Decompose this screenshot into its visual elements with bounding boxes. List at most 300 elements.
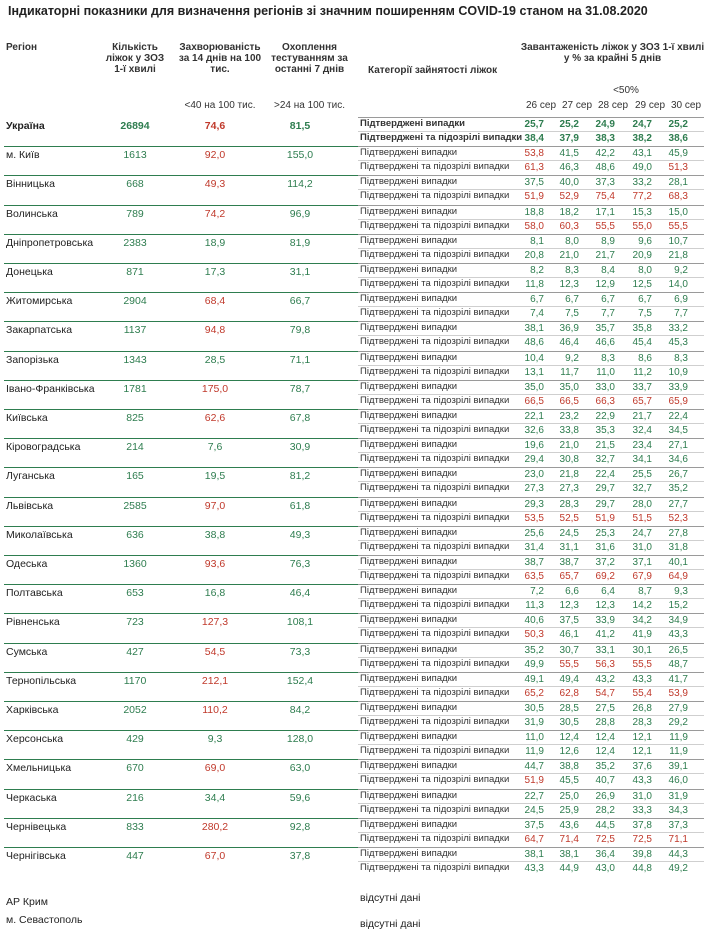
occupancy-suspected: 34,5 [668,425,688,436]
category-suspected: Підтверджені та підозрілі випадки [360,745,510,757]
category-suspected: Підтверджені та підозрілі випадки [360,424,510,435]
region-name: Миколаївська [6,528,73,541]
region-name: Донецька [6,266,53,278]
occupancy-suspected: 65,2 [524,687,544,699]
occupancy-suspected: 29,4 [524,454,544,466]
testing-value: 30,9 [289,441,311,454]
occupancy-confirmed: 21,5 [595,440,615,452]
occupancy-confirmed: 37,3 [668,819,688,831]
category-suspected: Підтверджені та підозрілі випадки [360,482,510,494]
occupancy-confirmed: 33,7 [632,381,652,393]
occupancy-confirmed: 37,5 [524,819,544,831]
occupancy-suspected: 31,0 [632,541,652,553]
table-row [0,643,708,672]
occupancy-suspected: 53,9 [668,687,688,699]
category-confirmed: Підтверджені випадки [360,293,458,305]
incidence-value: 212,1 [201,674,229,687]
testing-value: 96,9 [289,207,311,220]
category-suspected: Підтверджені та підозрілі випадки [360,774,510,786]
category-confirmed: Підтверджені випадки [360,614,458,626]
occupancy-confirmed: 6,6 [565,586,579,598]
beds-count: 668 [126,178,144,191]
region-name: Чернівецька [6,820,67,833]
occupancy-suspected: 7,5 [565,308,579,320]
beds-count: 447 [126,850,144,862]
missing-region-crimea: АР Крим [6,896,48,908]
incidence-value: 74,2 [204,207,226,220]
incidence-value: 93,6 [204,558,226,570]
testing-value: 66,7 [289,295,311,308]
incidence-value: 7,6 [207,441,223,454]
occupancy-confirmed: 35,8 [632,323,652,335]
header-category: Категорії зайнятості ліжок [368,65,498,76]
occupancy-suspected: 31,8 [668,541,688,553]
occupancy-suspected: 48,7 [668,658,688,670]
region-name: Тернопільська [6,674,77,687]
day-header: 27 сер [562,100,593,111]
occupancy-confirmed: 6,7 [601,294,615,306]
occupancy-confirmed: 35,2 [524,644,544,656]
occupancy-suspected: 44,9 [559,863,579,874]
occupancy-suspected: 75,4 [595,191,615,203]
table-row [0,613,708,642]
occupancy-confirmed: 33,0 [595,381,615,393]
category-suspected: Підтверджені та підозрілі випадки [360,161,510,173]
incidence-value: 110,2 [202,704,228,716]
occupancy-confirmed: 11,0 [525,732,544,744]
occupancy-suspected: 65,9 [668,395,688,407]
occupancy-suspected: 43,3 [632,775,652,787]
occupancy-suspected: 37,9 [559,133,579,144]
beds-count: 2904 [123,295,147,308]
occupancy-suspected: 50,3 [524,629,544,641]
occupancy-suspected: 46,6 [595,337,615,349]
occupancy-suspected: 35,3 [595,425,615,436]
occupancy-suspected: 14,0 [668,279,688,290]
occupancy-confirmed: 6,7 [638,294,652,306]
incidence-value: 34,4 [204,791,226,804]
occupancy-confirmed: 45,9 [668,148,688,160]
occupancy-confirmed: 49,1 [524,673,544,685]
occupancy-confirmed: 43,1 [632,148,652,160]
header-incidence: Захворюваність за 14 днів на 100 тис. [178,42,262,75]
occupancy-confirmed: 29,7 [595,498,615,510]
testing-value: 71,1 [289,353,311,366]
occupancy-suspected: 67,9 [632,571,652,582]
incidence-value: 69,0 [204,762,226,775]
occupancy-confirmed: 6,9 [674,294,688,306]
missing-region-sevastopol: м. Севастополь [6,914,83,926]
category-suspected: Підтверджені та підозрілі випадки [360,803,510,815]
occupancy-suspected: 40,7 [595,775,615,787]
occupancy-suspected: 38,2 [632,133,652,144]
region-name: Черкаська [6,791,57,804]
occupancy-suspected: 11,8 [525,279,544,290]
occupancy-confirmed: 18,8 [524,206,544,218]
region-name: Рівненська [6,616,60,629]
occupancy-confirmed: 22,7 [524,790,544,802]
beds-count: 2383 [123,236,147,249]
category-confirmed: Підтверджені випадки [360,410,458,421]
occupancy-suspected: 11,0 [596,366,615,378]
testing-value: 37,8 [289,850,311,862]
page-title: Індикаторні показники для визначення регіонів зі значним поширенням COVID-19 станом на 31.08.2020 [8,4,648,18]
category-suspected: Підтверджені та підозрілі випадки [360,219,510,231]
incidence-value: 54,5 [204,645,226,658]
occupancy-suspected: 51,5 [632,512,652,524]
beds-count: 427 [126,645,144,658]
category-confirmed: Підтверджені випадки [360,205,458,217]
occupancy-confirmed: 42,2 [595,148,615,160]
occupancy-suspected: 34,6 [668,454,688,466]
missing-note-sevastopol: відсутні дані [360,918,421,930]
occupancy-confirmed: 38,1 [524,323,544,335]
testing-value: 81,2 [289,470,311,483]
occupancy-suspected: 32,6 [524,425,544,436]
occupancy-suspected: 66,5 [524,395,544,407]
table-row [0,789,708,818]
incidence-value: 68,4 [204,295,226,308]
beds-count: 1360 [123,558,147,570]
category-suspected: Підтверджені та підозрілі випадки [360,132,523,143]
occupancy-suspected: 32,7 [595,454,615,466]
region-name: Харківська [6,704,59,716]
occupancy-suspected: 29,7 [595,483,615,495]
occupancy-confirmed: 30,1 [632,644,652,656]
occupancy-suspected: 52,5 [559,512,579,524]
category-suspected: Підтверджені та підозрілі випадки [360,570,510,581]
day-header: 28 сер [598,100,629,111]
occupancy-confirmed: 8,3 [565,265,579,276]
occupancy-confirmed: 6,7 [530,294,544,306]
table-row [0,351,708,380]
testing-value: 128,0 [286,733,314,746]
table-row [0,234,708,263]
occupancy-suspected: 55,4 [632,687,652,699]
occupancy-suspected: 64,9 [668,571,688,582]
occupancy-suspected: 33,3 [632,804,652,816]
table-row [0,584,708,613]
occupancy-confirmed: 8,3 [601,352,615,364]
occupancy-confirmed: 37,5 [559,615,579,627]
occupancy-confirmed: 35,2 [595,761,615,773]
occupancy-suspected: 71,1 [668,833,688,845]
region-name: Вінницька [6,178,55,191]
occupancy-confirmed: 8,0 [638,265,652,276]
occupancy-threshold: <50% [613,85,639,96]
occupancy-confirmed: 37,3 [595,177,615,189]
occupancy-suspected: 34,1 [632,454,652,466]
region-name: Івано-Франківська [6,382,95,395]
table-row [0,205,708,234]
category-suspected: Підтверджені та підозрілі випадки [360,686,510,698]
occupancy-confirmed: 24,7 [632,527,652,539]
occupancy-confirmed: 18,2 [559,206,579,218]
occupancy-confirmed: 23,2 [559,411,579,422]
occupancy-confirmed: 41,5 [559,148,579,160]
beds-count: 833 [126,820,144,833]
category-suspected: Підтверджені та підозрілі випадки [360,394,510,406]
occupancy-confirmed: 25,6 [524,527,544,539]
occupancy-suspected: 51,9 [595,512,615,524]
category-confirmed: Підтверджені випадки [360,468,458,480]
category-confirmed: Підтверджені випадки [360,351,458,363]
testing-value: 31,1 [289,266,311,278]
category-confirmed: Підтверджені випадки [360,147,458,159]
occupancy-suspected: 10,9 [668,366,688,378]
occupancy-suspected: 61,3 [524,162,544,174]
occupancy-suspected: 72,5 [595,833,615,845]
occupancy-confirmed: 26,8 [632,703,652,714]
occupancy-suspected: 12,3 [595,600,615,612]
category-confirmed: Підтверджені випадки [360,731,458,743]
incidence-threshold: <40 на 100 тис. [184,100,256,111]
occupancy-confirmed: 25,7 [524,119,544,130]
occupancy-confirmed: 27,5 [595,703,615,714]
testing-value: 61,8 [289,499,311,512]
table-row [0,263,708,292]
table-row [0,759,708,788]
occupancy-confirmed: 8,3 [674,352,688,364]
beds-count: 216 [126,791,144,804]
occupancy-confirmed: 39,8 [632,849,652,860]
occupancy-confirmed: 38,8 [559,761,579,773]
occupancy-confirmed: 15,3 [632,206,652,218]
category-suspected: Підтверджені та підозрілі випадки [360,716,510,727]
occupancy-confirmed: 25,2 [668,119,688,130]
day-header: 26 сер [526,100,557,111]
occupancy-suspected: 41,2 [595,629,615,641]
occupancy-confirmed: 44,3 [668,849,688,860]
region-name: Херсонська [6,733,64,746]
occupancy-suspected: 51,3 [668,162,688,174]
category-confirmed: Підтверджені випадки [360,585,458,597]
region-name: Запорізька [6,353,59,366]
occupancy-suspected: 14,2 [632,600,652,612]
region-name: Луганська [6,470,55,483]
occupancy-suspected: 12,5 [632,279,652,290]
testing-value: 108,1 [286,616,314,629]
occupancy-suspected: 60,3 [559,220,579,232]
occupancy-confirmed: 26,5 [668,644,688,656]
occupancy-confirmed: 15,0 [668,206,688,218]
occupancy-suspected: 28,8 [595,717,615,728]
category-suspected: Підтверджені та підозрілі випадки [360,453,510,465]
category-suspected: Підтверджені та підозрілі випадки [360,832,510,844]
occupancy-confirmed: 22,4 [668,411,688,422]
occupancy-suspected: 27,3 [559,483,579,495]
occupancy-confirmed: 28,5 [559,703,579,714]
occupancy-suspected: 27,3 [524,483,544,495]
beds-count: 165 [126,470,144,483]
incidence-value: 16,8 [204,587,226,600]
occupancy-suspected: 43,0 [595,863,615,874]
header-region: Регіон [6,42,38,53]
occupancy-suspected: 69,2 [595,571,615,582]
table-row [0,526,708,555]
region-name: Полтавська [6,587,63,600]
beds-count: 636 [126,528,144,541]
category-confirmed: Підтверджені випадки [360,439,458,451]
occupancy-confirmed: 10,4 [524,352,544,364]
occupancy-confirmed: 33,9 [668,381,688,393]
category-suspected: Підтверджені та підозрілі випадки [360,599,510,611]
incidence-value: 175,0 [201,382,229,395]
testing-value: 152,4 [286,674,314,687]
testing-value: 84,2 [289,704,311,716]
occupancy-confirmed: 12,4 [595,732,615,744]
incidence-value: 49,3 [204,178,226,191]
occupancy-suspected: 29,2 [668,717,688,728]
occupancy-confirmed: 28,0 [632,498,652,510]
testing-value: 73,3 [289,645,311,658]
occupancy-suspected: 54,7 [595,687,615,699]
occupancy-confirmed: 41,7 [668,673,688,685]
occupancy-suspected: 55,5 [559,658,579,670]
occupancy-suspected: 24,5 [524,804,544,816]
incidence-value: 17,3 [204,266,226,278]
beds-count: 825 [126,412,144,424]
occupancy-suspected: 65,7 [632,395,652,407]
occupancy-suspected: 45,3 [668,337,688,349]
occupancy-confirmed: 38,7 [524,557,544,568]
occupancy-confirmed: 33,2 [668,323,688,335]
table-row [0,117,708,146]
occupancy-suspected: 38,4 [524,133,544,144]
region-name: Хмельницька [6,762,72,775]
occupancy-suspected: 48,6 [524,337,544,349]
occupancy-confirmed: 21,8 [559,469,579,481]
table-row [0,380,708,409]
occupancy-confirmed: 43,2 [595,673,615,685]
testing-value: 49,3 [289,528,311,541]
occupancy-suspected: 12,3 [559,600,579,612]
beds-count: 429 [126,733,144,746]
table-row [0,555,708,584]
occupancy-suspected: 7,7 [601,308,615,320]
occupancy-suspected: 55,5 [595,220,615,232]
occupancy-suspected: 12,6 [559,746,579,758]
category-confirmed: Підтверджені випадки [360,497,458,509]
occupancy-suspected: 72,5 [632,833,652,845]
region-name: Україна [6,120,45,132]
category-confirmed: Підтверджені випадки [360,380,458,392]
testing-value: 81,9 [289,236,311,249]
occupancy-suspected: 56,3 [595,658,615,670]
occupancy-suspected: 66,3 [595,395,615,407]
testing-value: 114,2 [287,178,313,191]
incidence-value: 280,2 [201,820,229,833]
category-confirmed: Підтверджені випадки [360,702,458,713]
testing-value: 67,8 [289,412,311,424]
region-name: Житомирська [6,295,73,308]
category-suspected: Підтверджені та підозрілі випадки [360,657,510,669]
occupancy-confirmed: 8,9 [601,235,615,247]
category-confirmed: Підтверджені випадки [360,322,458,334]
occupancy-confirmed: 31,0 [632,790,652,802]
occupancy-confirmed: 11,9 [669,732,688,744]
occupancy-suspected: 11,9 [669,746,688,758]
beds-count: 723 [126,616,144,629]
occupancy-suspected: 32,7 [632,483,652,495]
region-name: м. Київ [6,149,40,162]
occupancy-confirmed: 10,7 [668,235,688,247]
occupancy-confirmed: 33,1 [595,644,615,656]
category-confirmed: Підтверджені випадки [360,556,458,567]
occupancy-suspected: 12,4 [595,746,615,758]
occupancy-suspected: 21,0 [559,249,579,261]
occupancy-suspected: 33,8 [559,425,579,436]
region-name: Кіровоградська [6,441,81,454]
occupancy-suspected: 52,9 [559,191,579,203]
occupancy-confirmed: 21,0 [559,440,579,452]
occupancy-confirmed: 25,0 [559,790,579,802]
occupancy-suspected: 11,9 [525,746,544,758]
occupancy-suspected: 45,5 [559,775,579,787]
occupancy-suspected: 12,9 [595,279,615,290]
occupancy-confirmed: 35,0 [559,381,579,393]
beds-count: 653 [126,587,144,600]
beds-count: 1170 [123,674,147,687]
occupancy-suspected: 58,0 [524,220,544,232]
table-row [0,409,708,438]
category-suspected: Підтверджені та підозрілі випадки [360,628,510,640]
occupancy-suspected: 12,3 [559,279,579,290]
incidence-value: 18,9 [204,236,226,249]
occupancy-confirmed: 29,3 [524,498,544,510]
table-row [0,497,708,526]
occupancy-suspected: 48,6 [595,162,615,174]
occupancy-confirmed: 26,7 [668,469,688,481]
occupancy-confirmed: 23,4 [632,440,652,452]
testing-value: 59,6 [289,791,311,804]
occupancy-suspected: 51,9 [524,191,544,203]
occupancy-confirmed: 22,1 [524,411,544,422]
occupancy-confirmed: 12,4 [559,732,579,744]
occupancy-confirmed: 37,1 [632,557,652,568]
occupancy-suspected: 30,5 [559,717,579,728]
table-row [0,175,708,204]
occupancy-suspected: 20,8 [524,249,544,261]
occupancy-confirmed: 6,4 [601,586,615,598]
occupancy-suspected: 21,7 [595,249,615,261]
occupancy-confirmed: 9,2 [674,265,688,276]
category-confirmed: Підтверджені випадки [360,818,458,830]
occupancy-confirmed: 34,2 [632,615,652,627]
occupancy-confirmed: 33,2 [632,177,652,189]
header-testing: Охоплення тестуванням за останні 7 днів [271,42,348,75]
occupancy-suspected: 52,3 [668,512,688,524]
occupancy-confirmed: 27,7 [668,498,688,510]
table-row [0,847,708,876]
occupancy-confirmed: 28,3 [559,498,579,510]
occupancy-suspected: 13,1 [524,366,544,378]
incidence-value: 127,3 [201,616,229,629]
day-header: 29 сер [635,100,666,111]
occupancy-confirmed: 9,2 [565,352,579,364]
region-name: Чернігівська [6,850,66,862]
occupancy-suspected: 77,2 [632,191,652,203]
occupancy-suspected: 31,6 [595,541,615,553]
category-suspected: Підтверджені та підозрілі випадки [360,540,510,552]
occupancy-confirmed: 17,1 [595,206,615,218]
table-row [0,730,708,759]
incidence-value: 94,8 [204,324,226,337]
region-name: Сумська [6,645,48,658]
category-confirmed: Підтверджені випадки [360,643,458,655]
occupancy-confirmed: 27,8 [668,527,688,539]
category-confirmed: Підтверджені випадки [360,176,458,188]
